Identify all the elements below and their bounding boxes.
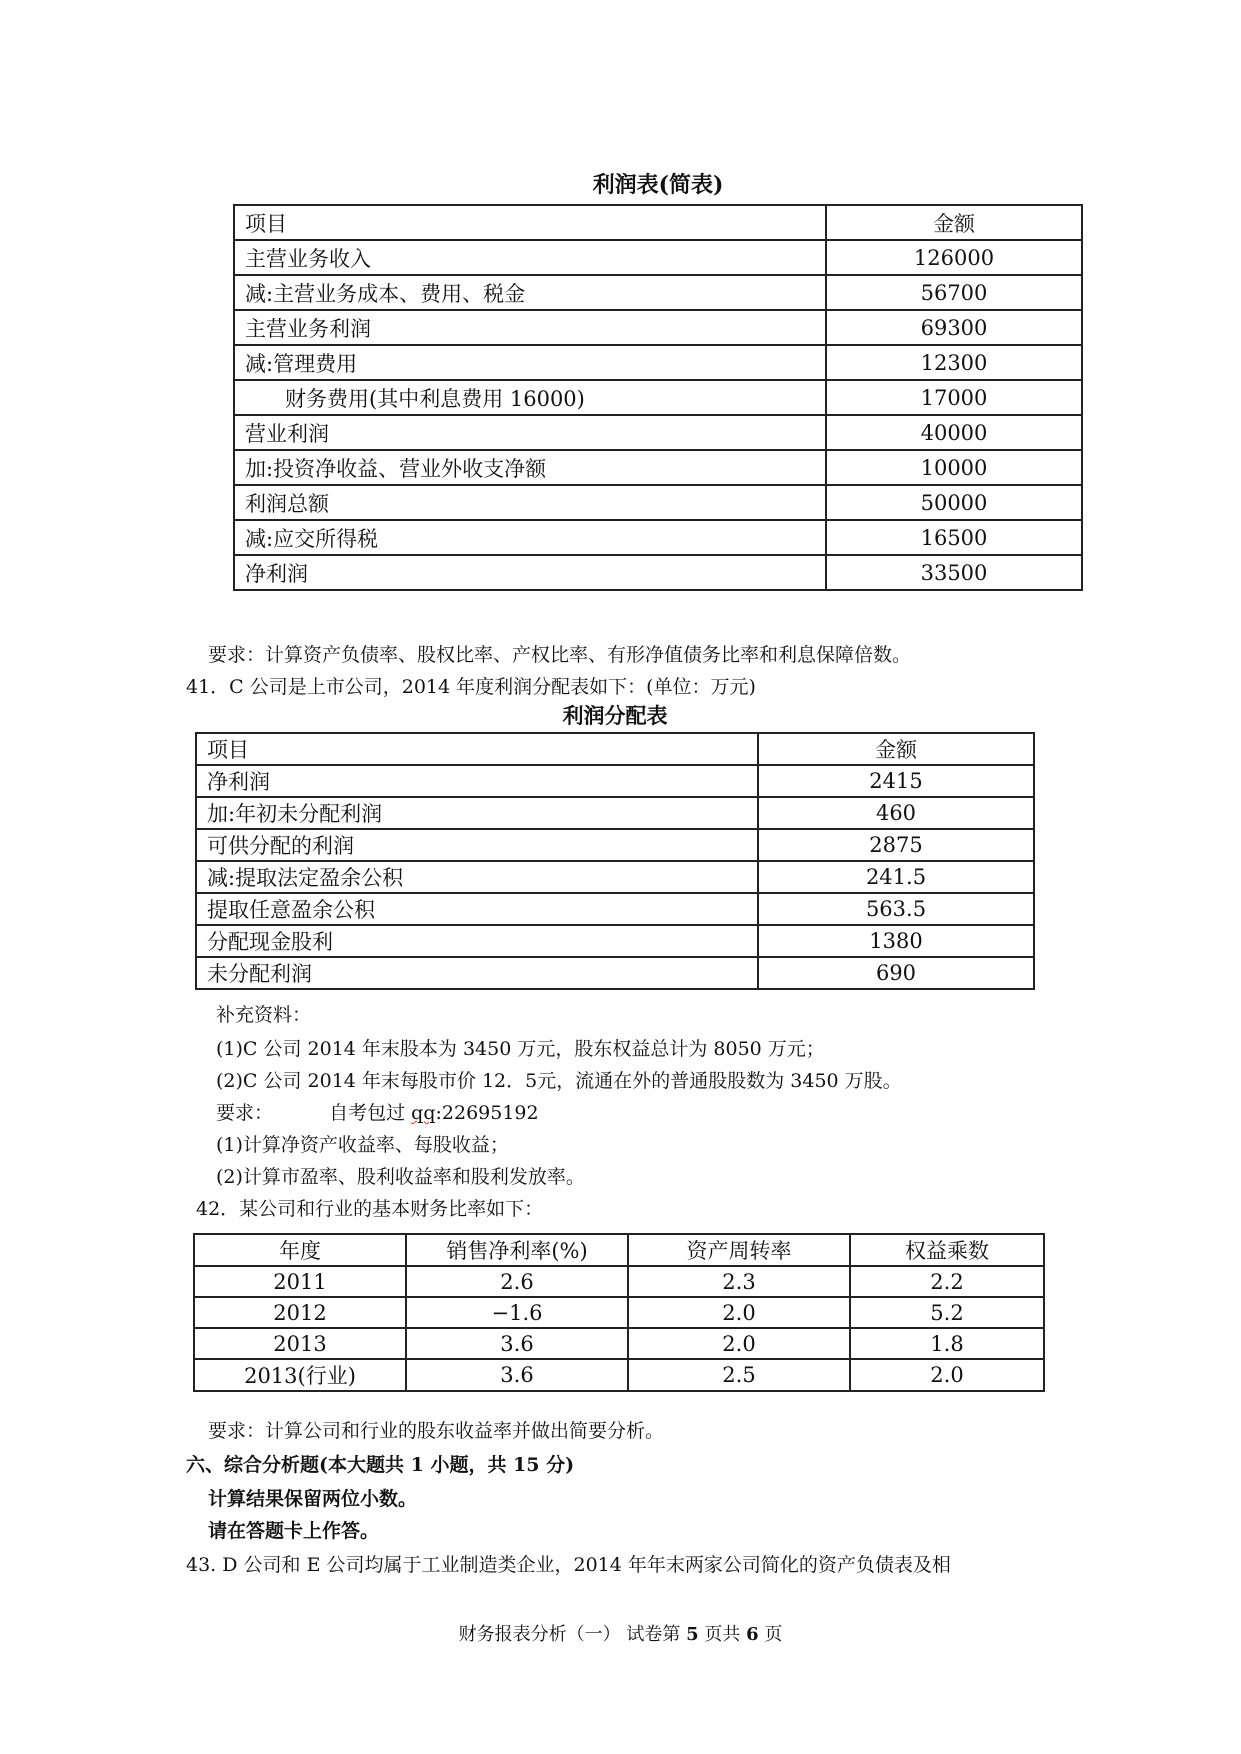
table-row: [234, 345, 1082, 380]
table-row: [194, 1359, 1044, 1391]
row-item: 加:年初未分配利润: [196, 797, 758, 829]
cell: 2.6: [406, 1266, 628, 1297]
footer-total-pages: 6: [746, 1624, 759, 1645]
row-amount: 241.5: [758, 861, 1034, 893]
row-amount: 10000: [826, 450, 1082, 485]
section6-note2: 请在答题卡上作答。: [208, 1520, 380, 1542]
row-amount: 16500: [826, 520, 1082, 555]
table-row: [234, 310, 1082, 345]
table-header-row: [194, 1234, 1044, 1266]
row-amount: 12300: [826, 345, 1082, 380]
profit-distribution-title: 利润分配表: [562, 703, 668, 728]
row-item: 财务费用(其中利息费用 16000): [234, 380, 826, 415]
table-header-row: [196, 733, 1034, 765]
cell: 3.6: [406, 1328, 628, 1359]
cell: 2013(行业): [194, 1359, 406, 1391]
cell: 2.5: [628, 1359, 850, 1391]
row-amount: 2415: [758, 765, 1034, 797]
header-equity-multiplier: 权益乘数: [850, 1234, 1044, 1266]
income-statement-title: 利润表(简表): [592, 172, 724, 198]
row-amount: 1380: [758, 925, 1034, 957]
row-item: 减:应交所得税: [234, 520, 826, 555]
row-item: 主营业务利润: [234, 310, 826, 345]
cell: 3.6: [406, 1359, 628, 1391]
section6-note1: 计算结果保留两位小数。: [208, 1488, 418, 1510]
row-item: 未分配利润: [196, 957, 758, 989]
header-year: 年度: [194, 1234, 406, 1266]
table-row: [196, 861, 1034, 893]
table-row: [234, 275, 1082, 310]
supplement-2: (2)C 公司 2014 年末每股市价 12．5元，流通在外的普通股股数为 3450 万股。: [216, 1070, 902, 1092]
row-amount: 2875: [758, 829, 1034, 861]
table-header-row: [234, 205, 1082, 240]
q42-requirement: 要求：计算公司和行业的股东收益率并做出简要分析。: [208, 1420, 665, 1442]
ad-qq: qq: [411, 1102, 436, 1124]
row-amount: 50000: [826, 485, 1082, 520]
table-row: [196, 957, 1034, 989]
cell: 2.0: [850, 1359, 1044, 1391]
q42-intro: 42．某公司和行业的基本财务比率如下：: [196, 1198, 544, 1220]
row-item: 分配现金股利: [196, 925, 758, 957]
table-row: [234, 485, 1082, 520]
footer-prefix: 财务报表分析（一） 试卷第: [458, 1624, 687, 1645]
q41-intro: 41．C 公司是上市公司，2014 年度利润分配表如下：(单位：万元): [186, 676, 756, 698]
row-amount: 56700: [826, 275, 1082, 310]
financial-ratio-table: [193, 1233, 1045, 1392]
table-row: [234, 380, 1082, 415]
q43-intro: 43. D 公司和 E 公司均属于工业制造类企业，2014 年年末两家公司简化的资产负债表及相: [186, 1554, 951, 1576]
page-footer: [0, 1620, 1241, 1646]
footer-middle: 页共: [698, 1624, 747, 1645]
row-item: 主营业务收入: [234, 240, 826, 275]
table-row: [234, 415, 1082, 450]
row-amount: 460: [758, 797, 1034, 829]
table-row: [194, 1297, 1044, 1328]
cell: 2013: [194, 1328, 406, 1359]
section6-heading: 六、综合分析题(本大题共 1 小题，共 15 分): [186, 1454, 575, 1476]
row-item: 可供分配的利润: [196, 829, 758, 861]
header-asset-turnover: 资产周转率: [628, 1234, 850, 1266]
header-net-margin: 销售净利率(%): [406, 1234, 628, 1266]
supplement-1: (1)C 公司 2014 年末股本为 3450 万元，股东权益总计为 8050 万元；: [216, 1038, 825, 1060]
table-row: [194, 1328, 1044, 1359]
header-item: 项目: [196, 733, 758, 765]
income-statement-table: [233, 204, 1083, 591]
q41-req-2: (2)计算市盈率、股利收益率和股利发放率。: [216, 1166, 585, 1188]
cell: 2012: [194, 1297, 406, 1328]
q40-requirement: 要求：计算资产负债率、股权比率、产权比率、有形净值债务比率和利息保障倍数。: [208, 644, 912, 666]
table-row: [196, 829, 1034, 861]
profit-distribution-table: [195, 732, 1035, 990]
row-item: 营业利润: [234, 415, 826, 450]
header-item: 项目: [234, 205, 826, 240]
cell: −1.6: [406, 1297, 628, 1328]
row-item: 净利润: [234, 555, 826, 590]
row-amount: 69300: [826, 310, 1082, 345]
cell: 2011: [194, 1266, 406, 1297]
row-item: 利润总额: [234, 485, 826, 520]
table-row: [234, 555, 1082, 590]
row-amount: 17000: [826, 380, 1082, 415]
q41-requirement-line: [216, 1098, 539, 1125]
cell: 2.0: [628, 1297, 850, 1328]
table-row: [234, 450, 1082, 485]
row-item: 提取任意盈余公积: [196, 893, 758, 925]
footer-page-number: 5: [686, 1624, 699, 1645]
row-item: 减:管理费用: [234, 345, 826, 380]
table-row: [234, 240, 1082, 275]
row-amount: 126000: [826, 240, 1082, 275]
table-row: [196, 797, 1034, 829]
q41-req-1: (1)计算净资产收益率、每股收益；: [216, 1134, 509, 1156]
table-row: [196, 925, 1034, 957]
row-item: 减:提取法定盈余公积: [196, 861, 758, 893]
table-row: [234, 520, 1082, 555]
footer-suffix: 页: [758, 1624, 783, 1645]
ad-number: :22695192: [435, 1102, 539, 1124]
row-item: 加:投资净收益、营业外收支净额: [234, 450, 826, 485]
cell: 2.3: [628, 1266, 850, 1297]
header-amount: 金额: [826, 205, 1082, 240]
cell: 1.8: [850, 1328, 1044, 1359]
requirement-label: 要求：: [216, 1102, 274, 1124]
cell: 2.0: [628, 1328, 850, 1359]
header-amount: 金额: [758, 733, 1034, 765]
row-item: 净利润: [196, 765, 758, 797]
row-amount: 690: [758, 957, 1034, 989]
ad-text: 自考包过: [329, 1102, 412, 1124]
table-row: [196, 765, 1034, 797]
supplement-label: 补充资料：: [216, 1004, 312, 1026]
row-amount: 40000: [826, 415, 1082, 450]
cell: 2.2: [850, 1266, 1044, 1297]
table-row: [194, 1266, 1044, 1297]
row-item: 减:主营业务成本、费用、税金: [234, 275, 826, 310]
cell: 5.2: [850, 1297, 1044, 1328]
table-row: [196, 893, 1034, 925]
row-amount: 563.5: [758, 893, 1034, 925]
row-amount: 33500: [826, 555, 1082, 590]
